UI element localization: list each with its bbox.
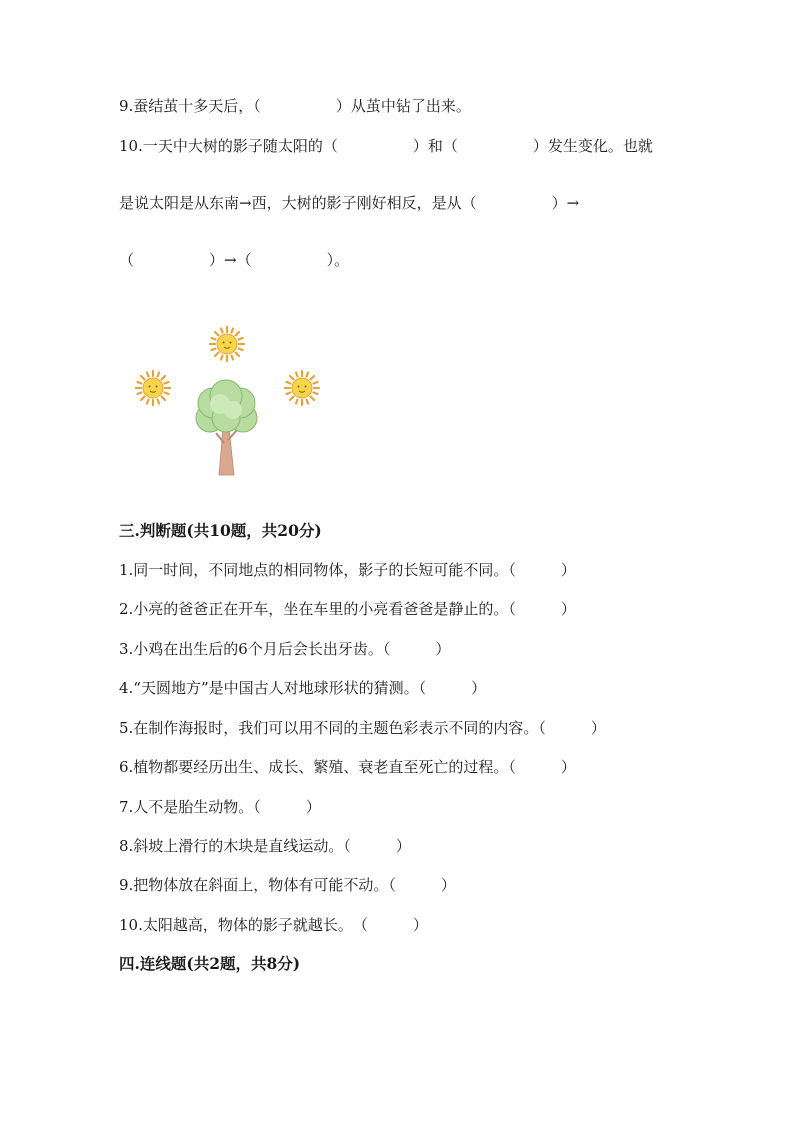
section-4-title: 四.连线题(共2题，共8分) [119,954,301,973]
judge-item-9: 9.把物体放在斜面上，物体有可能不动。（ ） [119,876,456,894]
judge-item-2: 2.小亮的爸爸正在开车，坐在车里的小亮看爸爸是静止的。（ ） [119,600,576,618]
sun-left-icon [136,371,170,405]
section-3-title: 三.判断题(共10题，共20分) [119,521,322,540]
judge-item-6: 6.植物都要经历出生、成长、繁殖、衰老直至死亡的过程。（ ） [119,758,576,776]
judge-item-1: 1.同一时间，不同地点的相同物体，影子的长短可能不同。（ ） [119,561,576,579]
judge-item-4: 4.“天圆地方”是中国古人对地球形状的猜测。（ ） [119,679,487,697]
question-9-silkworm: 9.蚕结茧十多天后，（ ）从茧中钻了出来。 [119,97,471,115]
question-10-line1: 10.一天中大树的影子随太阳的（ ）和（ ）发生变化。也就 [119,137,653,155]
judge-item-3: 3.小鸡在出生后的6个月后会长出牙齿。（ ） [119,640,451,658]
judge-item-5: 5.在制作海报时，我们可以用不同的主题色彩表示不同的内容。（ ） [119,719,606,737]
sun-tree-illustration [125,318,335,483]
tree-icon [196,380,257,475]
judge-item-7: 7.人不是胎生动物。（ ） [119,798,321,816]
judge-item-10: 10.太阳越高，物体的影子就越长。 （ ） [119,916,428,934]
sun-top-icon [210,327,244,361]
judge-item-8: 8.斜坡上滑行的木块是直线运动。（ ） [119,837,411,855]
question-10-line2: 是说太阳是从东南→西，大树的影子刚好相反，是从（ ）→ [119,194,580,212]
sun-right-icon [285,371,319,405]
question-10-line3: （ ）→（ ）。 [119,251,350,269]
